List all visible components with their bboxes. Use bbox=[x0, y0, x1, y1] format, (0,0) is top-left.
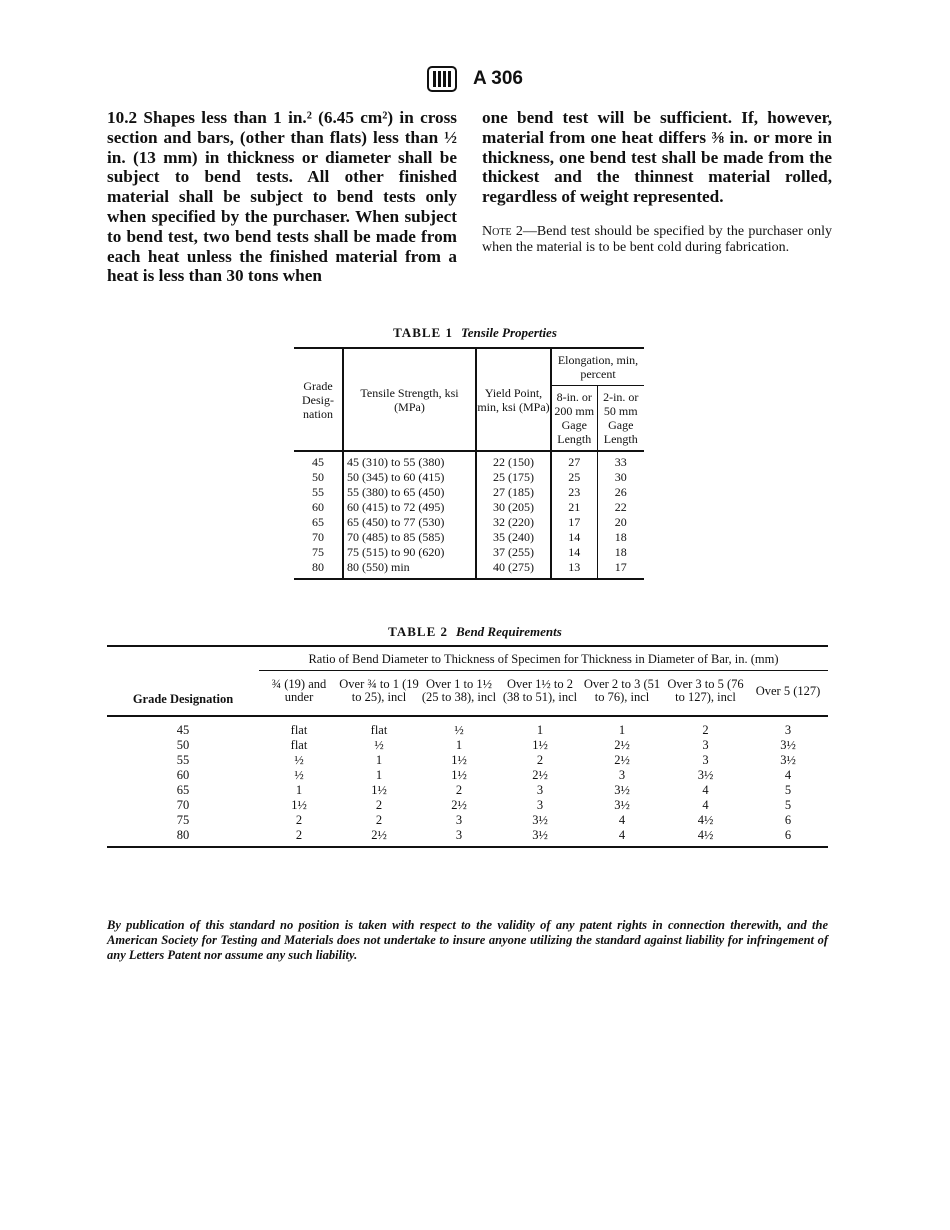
bend-requirements-table bbox=[107, 645, 828, 848]
table-row bbox=[107, 813, 828, 828]
ratio-cell: 3 bbox=[702, 737, 709, 752]
grade-cell: 50 bbox=[176, 737, 190, 752]
tensile-cell: 80 (550) min bbox=[343, 560, 476, 579]
header-ratio-group: Ratio of Bend Diameter to Thickness of Specimen for Thickness in Diameter of Bar, in. (mm) bbox=[259, 646, 828, 671]
ratio-cell: 4½ bbox=[663, 828, 748, 847]
elong-8in-cell: 13 bbox=[551, 560, 597, 579]
ratio-cell: 3½ bbox=[780, 752, 796, 767]
ratio-cell: 5 bbox=[784, 782, 792, 797]
astm-logo-icon bbox=[427, 66, 457, 92]
tensile-cell: 70 (485) to 85 (585) bbox=[343, 530, 476, 545]
table1-caption bbox=[0, 325, 950, 341]
ratio-cell: 2 bbox=[536, 752, 544, 767]
ratio-cell: flat bbox=[290, 722, 308, 737]
ratio-cell: 2 bbox=[259, 828, 339, 847]
grade-cell: 75 bbox=[176, 812, 190, 827]
table-row bbox=[294, 545, 644, 560]
table-row bbox=[107, 783, 828, 798]
ratio-cell: 2½ bbox=[532, 767, 548, 782]
ratio-cell: ½ bbox=[454, 722, 464, 737]
ratio-cell: 6 bbox=[784, 812, 792, 827]
ratio-cell: 2½ bbox=[614, 737, 630, 752]
ratio-cell: 3 bbox=[702, 752, 709, 767]
elong-2in-cell: 18 bbox=[597, 545, 644, 560]
table-row bbox=[294, 470, 644, 485]
ratio-cell: 4 bbox=[618, 812, 626, 827]
table-row bbox=[107, 798, 828, 813]
ratio-cell: 1½ bbox=[371, 782, 387, 797]
elong-2in-cell: 22 bbox=[597, 500, 644, 515]
ratio-cell: 3½ bbox=[697, 767, 714, 782]
ratio-cell: 3 bbox=[618, 767, 626, 782]
elong-2in-cell: 26 bbox=[597, 485, 644, 500]
grade-cell: 65 bbox=[312, 515, 324, 529]
ratio-cell: 2 bbox=[375, 797, 383, 812]
ratio-cell: flat bbox=[370, 722, 388, 737]
ratio-cell: 1 bbox=[375, 767, 383, 782]
ratio-cell: 2 bbox=[295, 812, 303, 827]
ratio-cell: 2 bbox=[455, 782, 463, 797]
ratio-cell: 4 bbox=[581, 828, 663, 847]
header-elongation: Elongation, min, percent bbox=[551, 348, 644, 386]
table-row bbox=[107, 753, 828, 768]
ratio-cell: 1½ bbox=[291, 797, 307, 812]
table-row bbox=[294, 500, 644, 515]
grade-cell: 80 bbox=[294, 560, 343, 579]
grade-cell: 75 bbox=[312, 545, 324, 559]
ratio-cell: 3½ bbox=[499, 828, 581, 847]
grade-cell: 80 bbox=[107, 828, 259, 847]
elong-8in-cell: 25 bbox=[551, 470, 597, 485]
continuation-paragraph: one bend test will be sufficient. If, however, material from one heat differs ⅜ in. or more in thickness, one bend test shall be made from the thickest and the thinnest material rolled, regardless of weight represented. bbox=[482, 108, 832, 207]
grade-cell: 65 bbox=[176, 782, 190, 797]
ratio-cell: 2½ bbox=[614, 752, 630, 767]
header-col-4: Over 1½ to 2 (38 to 51), incl bbox=[499, 671, 581, 716]
ratio-cell: ½ bbox=[374, 737, 384, 752]
ratio-cell: 1½ bbox=[451, 752, 467, 767]
grade-cell: 45 bbox=[312, 455, 324, 469]
ratio-cell: 3 bbox=[536, 782, 544, 797]
ratio-cell: 3 bbox=[419, 828, 499, 847]
elong-2in-cell: 17 bbox=[597, 560, 644, 579]
table-row bbox=[107, 716, 828, 738]
elong-8in-cell: 17 bbox=[551, 515, 597, 530]
grade-cell: 70 bbox=[312, 530, 324, 544]
grade-cell: 45 bbox=[176, 722, 190, 737]
yield-cell: 37 (255) bbox=[476, 545, 551, 560]
yield-cell: 22 (150) bbox=[476, 451, 551, 470]
table-row bbox=[294, 515, 644, 530]
header-tensile-strength: Tensile Strength, ksi (MPa) bbox=[343, 348, 476, 451]
ratio-cell: 2½ bbox=[339, 828, 419, 847]
grade-cell: 60 bbox=[176, 767, 190, 782]
header-col-2: Over ¾ to 1 (19 to 25), incl bbox=[339, 671, 419, 716]
ratio-cell: ½ bbox=[294, 752, 304, 767]
grade-cell: 50 bbox=[312, 470, 324, 484]
standard-designation: A 306 bbox=[473, 68, 523, 89]
ratio-cell: 1 bbox=[295, 782, 303, 797]
section-10-2-paragraph: 10.2 Shapes less than 1 in.² (6.45 cm²) in cross section and bars, (other than flats) less than ½ in. (13 mm) in thickness or diameter shall be subject to bend tests. All other finished material shall be subject to bend tests only when specified by the purchaser. When subject to bend test, two bend tests shall be made from each heat unless the finished material from a heat is less than 30 tons when bbox=[107, 108, 457, 286]
ratio-cell: 2½ bbox=[451, 797, 467, 812]
ratio-cell: 4½ bbox=[697, 812, 714, 827]
note-2 bbox=[482, 224, 832, 256]
elong-2in-cell: 20 bbox=[597, 515, 644, 530]
elong-8in-cell: 14 bbox=[551, 545, 597, 560]
table-row bbox=[107, 828, 828, 847]
tensile-cell: 50 (345) to 60 (415) bbox=[343, 470, 476, 485]
ratio-cell: 5 bbox=[784, 797, 792, 812]
header-col-7: Over 5 (127) bbox=[748, 671, 828, 716]
left-column bbox=[107, 108, 457, 286]
table2-caption bbox=[0, 624, 950, 640]
table-row bbox=[294, 485, 644, 500]
ratio-cell: 4 bbox=[702, 797, 709, 812]
header-col-5: Over 2 to 3 (51 to 76), incl bbox=[581, 671, 663, 716]
elong-8in-cell: 27 bbox=[551, 451, 597, 470]
grade-cell: 55 bbox=[176, 752, 190, 767]
yield-cell: 40 (275) bbox=[476, 560, 551, 579]
header-grade: Grade Desig- nation bbox=[294, 348, 343, 451]
note-label: Note 2 bbox=[482, 223, 523, 239]
tensile-cell: 45 (310) to 55 (380) bbox=[343, 451, 476, 470]
ratio-cell: 1 bbox=[618, 722, 626, 737]
ratio-cell: 3½ bbox=[614, 797, 630, 812]
yield-cell: 25 (175) bbox=[476, 470, 551, 485]
yield-cell: 30 (205) bbox=[476, 500, 551, 515]
elong-8in-cell: 14 bbox=[551, 530, 597, 545]
elong-2in-cell: 18 bbox=[597, 530, 644, 545]
right-column bbox=[482, 108, 832, 256]
header-elongation-2in: 2-in. or 50 mm Gage Length bbox=[597, 386, 644, 452]
header-yield-point: Yield Point, min, ksi (MPa) bbox=[476, 348, 551, 451]
ratio-cell: 3 bbox=[455, 812, 463, 827]
ratio-cell: 1 bbox=[375, 752, 383, 767]
ratio-cell: 1½ bbox=[451, 767, 467, 782]
table-row bbox=[294, 560, 644, 579]
table-row bbox=[294, 530, 644, 545]
ratio-cell: ½ bbox=[294, 767, 304, 782]
elong-2in-cell: 33 bbox=[597, 451, 644, 470]
grade-cell: 60 bbox=[312, 500, 324, 514]
ratio-cell: 2 bbox=[702, 722, 709, 737]
tensile-properties-table bbox=[294, 347, 644, 580]
elong-2in-cell: 30 bbox=[597, 470, 644, 485]
tensile-cell: 55 (380) to 65 (450) bbox=[343, 485, 476, 500]
patent-footnote: By publication of this standard no position is taken with respect to the validity of any patent rights in connection therewith, and the American Society for Testing and Materials does not undertake to insure anyone utilizing the standard against liability for infringement of any Letters Patent nor assume any such liability. bbox=[107, 918, 828, 962]
ratio-cell: 6 bbox=[748, 828, 828, 847]
header-elongation-8in: 8-in. or 200 mm Gage Length bbox=[551, 386, 597, 452]
header-grade-designation: Grade Designation bbox=[107, 646, 259, 716]
ratio-cell: 3½ bbox=[614, 782, 630, 797]
yield-cell: 32 (220) bbox=[476, 515, 551, 530]
table2-number: TABLE 2 bbox=[388, 624, 449, 639]
header-col-1: ¾ (19) and under bbox=[259, 671, 339, 716]
page-header bbox=[0, 66, 950, 92]
ratio-cell: 3½ bbox=[532, 812, 548, 827]
table-row bbox=[107, 768, 828, 783]
table1-title: Tensile Properties bbox=[460, 325, 557, 340]
tensile-cell: 60 (415) to 72 (495) bbox=[343, 500, 476, 515]
yield-cell: 27 (185) bbox=[476, 485, 551, 500]
table2-title: Bend Requirements bbox=[456, 624, 562, 639]
ratio-cell: 4 bbox=[702, 782, 709, 797]
table-row bbox=[107, 738, 828, 753]
ratio-cell: 3 bbox=[536, 797, 544, 812]
ratio-cell: 3 bbox=[784, 722, 792, 737]
grade-cell: 55 bbox=[312, 485, 324, 499]
elong-8in-cell: 23 bbox=[551, 485, 597, 500]
ratio-cell: 1½ bbox=[532, 737, 548, 752]
ratio-cell: 4 bbox=[784, 767, 792, 782]
header-col-3: Over 1 to 1½ (25 to 38), incl bbox=[419, 671, 499, 716]
elong-8in-cell: 21 bbox=[551, 500, 597, 515]
ratio-cell: flat bbox=[290, 737, 308, 752]
ratio-cell: 2 bbox=[375, 812, 383, 827]
tensile-cell: 75 (515) to 90 (620) bbox=[343, 545, 476, 560]
yield-cell: 35 (240) bbox=[476, 530, 551, 545]
tensile-cell: 65 (450) to 77 (530) bbox=[343, 515, 476, 530]
ratio-cell: 3½ bbox=[780, 737, 796, 752]
ratio-cell: 1 bbox=[455, 737, 463, 752]
grade-cell: 70 bbox=[176, 797, 190, 812]
table-row bbox=[294, 451, 644, 470]
header-col-6: Over 3 to 5 (76 to 127), incl bbox=[663, 671, 748, 716]
ratio-cell: 1 bbox=[536, 722, 544, 737]
table1-number: TABLE 1 bbox=[393, 325, 453, 340]
note-text: —Bend test should be specified by the purchaser only when the material is to be bent cold during fabrication. bbox=[482, 223, 832, 255]
